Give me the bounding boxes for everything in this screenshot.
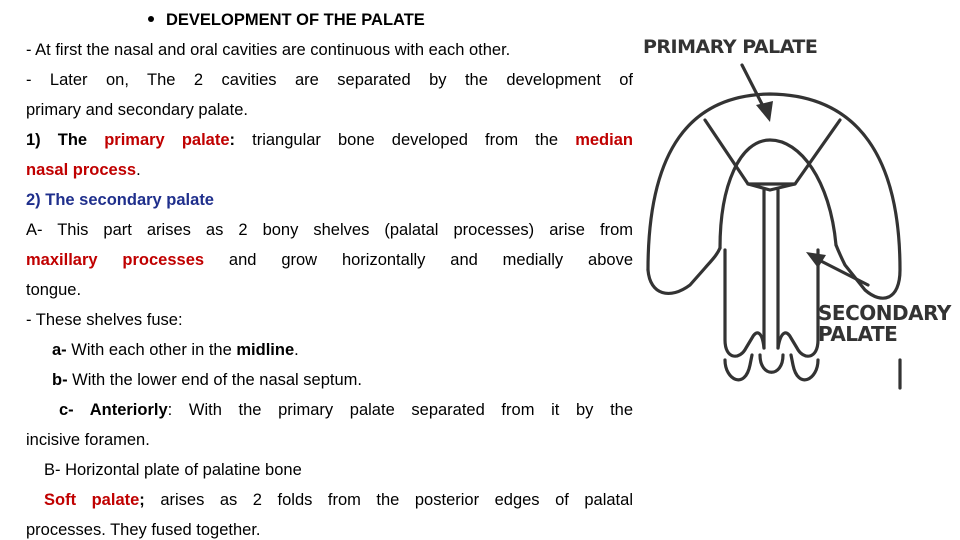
anteriorly-term: c- Anteriorly [59, 401, 168, 419]
maxillary-processes-term: maxillary processes [26, 251, 205, 269]
median-term: median [575, 131, 633, 149]
primary-arrow-shaft [742, 65, 765, 110]
text-line-3: primary and secondary palate. [26, 101, 248, 119]
primary-description: triangular bone developed from the [252, 131, 576, 149]
text-line-16 [44, 490, 633, 510]
period: . [136, 161, 141, 179]
left-shelf [725, 250, 764, 356]
secondary-label-line-1: SECONDARY [818, 301, 951, 325]
item-a-marker: a- [52, 341, 67, 359]
soft-palate-right [791, 355, 818, 380]
bullet-icon [148, 16, 154, 22]
soft-palate-uvula [760, 355, 783, 372]
secondary-arrow-head [806, 252, 826, 268]
secondary-arrow-shaft [815, 258, 868, 285]
nasal-process-term: nasal process [26, 161, 137, 179]
item-a-period: . [294, 341, 299, 359]
primary-heading-prefix: 1) The [26, 131, 105, 149]
item-c-text: : With the primary palate separated from it by the [167, 401, 634, 419]
soft-palate-text: arises as 2 folds from the posterior edges of palatal [144, 491, 633, 509]
item-b-marker: b- [52, 371, 68, 389]
primary-palate-label: PRIMARY PALATE [643, 36, 818, 58]
text-line-8 [26, 250, 633, 270]
secondary-label-line-2: PALATE [818, 322, 898, 346]
outer-arch [648, 94, 900, 298]
text-line-2: - Later on, The 2 cavities are separated by the development of [26, 71, 633, 89]
text-line-1: - At first the nasal and oral cavities are continuous with each other. [26, 41, 511, 59]
primary-arrow-head [756, 101, 773, 122]
text-line-13 [59, 400, 633, 420]
item-b-text: With the lower end of the nasal septum. [67, 371, 362, 389]
text-line-17: processes. They fused together. [26, 521, 261, 539]
left-arm-bottom [648, 248, 720, 293]
item-a-text: With each other in the [66, 341, 237, 359]
text-line-5 [26, 160, 141, 180]
page-title: DEVELOPMENT OF THE PALATE [148, 10, 425, 30]
primary-palate-term: primary palate [104, 131, 230, 149]
text-line-10: - These shelves fuse: [26, 311, 183, 329]
text-line-8-rest: and grow horizontally and medially above [204, 251, 634, 269]
text-line-11 [52, 340, 299, 360]
text-line-9: tongue. [26, 281, 82, 299]
text-line-14: incisive foramen. [26, 431, 150, 449]
semicolon: ; [139, 491, 145, 509]
text-line-7: A- This part arises as 2 bony shelves (palatal processes) arise from [26, 221, 633, 239]
text-line-15: B- Horizontal plate of palatine bone [44, 461, 302, 479]
midline-term: midline [236, 341, 295, 359]
palate-diagram [640, 30, 960, 540]
primary-colon: : [229, 131, 253, 149]
soft-palate-left [725, 355, 752, 380]
soft-palate-term: Soft palate [44, 491, 140, 509]
text-line-12 [52, 370, 362, 390]
secondary-heading: 2) The secondary palate [26, 191, 214, 209]
text-line-4 [26, 130, 633, 150]
primary-palate-wedge [705, 120, 840, 184]
right-shelf [778, 250, 818, 356]
